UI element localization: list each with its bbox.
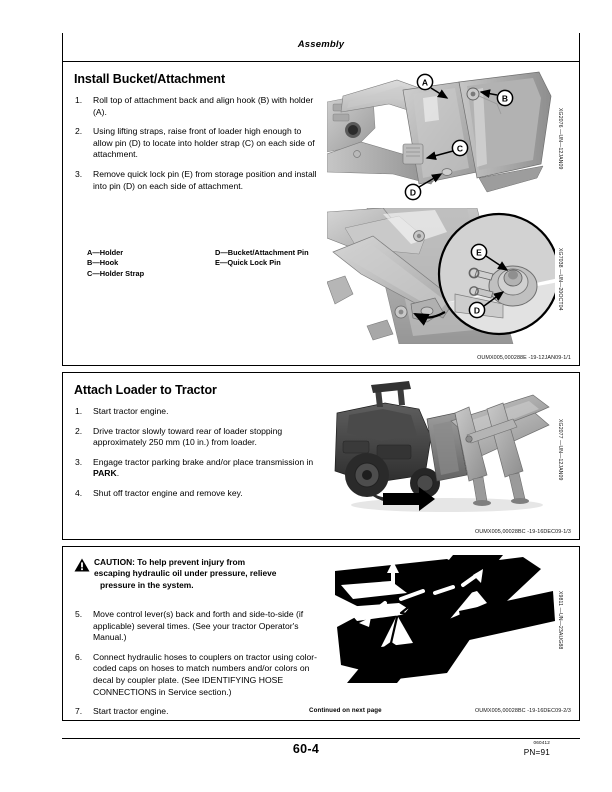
step-text: Using lifting straps, raise front of loader high enough to allow pin (D) to locate into holder strap (C) on each side of attachment. bbox=[93, 126, 315, 160]
caution-line-1: To help prevent injury from bbox=[137, 557, 246, 567]
step-number: 2. bbox=[75, 126, 83, 137]
list-item bbox=[74, 406, 322, 418]
continued-on-next-page: Continued on next page bbox=[309, 707, 382, 714]
figure-caption: OUMX005,00028BC -19-16DEC09-1/3 bbox=[475, 529, 571, 535]
legend-entry: D—Bucket/Attachment Pin bbox=[215, 248, 309, 257]
section-relieve-pressure bbox=[62, 546, 580, 721]
warning-triangle-icon bbox=[74, 558, 90, 572]
section-2-text-column bbox=[74, 383, 322, 500]
svg-text:A: A bbox=[421, 77, 429, 88]
step-text: Connect hydraulic hoses to couplers on tractor using color-coded caps on hoses to match numbers and/or colors on decal by coupler plate. (See IDENTIFYING HOSE CONNECTIONS in Service section.) bbox=[93, 651, 318, 697]
list-item bbox=[74, 426, 322, 449]
step-number: 1. bbox=[75, 406, 83, 416]
legend-entry: E—Quick Lock Pin bbox=[215, 258, 281, 268]
list-item bbox=[74, 609, 322, 644]
step-text: Engage tractor parking brake and/or place transmission in bbox=[93, 456, 314, 467]
running-header bbox=[62, 33, 580, 61]
footer-date-code: 060412 bbox=[533, 740, 550, 745]
legend-column-left bbox=[87, 248, 215, 279]
section-3-text-column bbox=[74, 609, 322, 718]
step-number: 2. bbox=[75, 425, 83, 436]
legend-entry: B—Hook bbox=[87, 258, 119, 268]
figure-caption: OUMX005,00028BC -19-16DEC09-2/3 bbox=[475, 708, 571, 714]
section-install-bucket bbox=[62, 61, 580, 366]
legend-entry: A—Holder bbox=[87, 248, 124, 257]
footer-pn: PN=91 bbox=[523, 748, 550, 757]
svg-text:E: E bbox=[476, 247, 482, 258]
step-text: Start tractor engine. bbox=[93, 706, 169, 717]
list-item bbox=[74, 457, 322, 480]
caution-line-2: escaping hydraulic oil under pressure, relieve bbox=[94, 568, 277, 579]
step-number: 5. bbox=[75, 609, 83, 619]
svg-text:C: C bbox=[456, 143, 464, 154]
page-title: Install Bucket/Attachment bbox=[74, 72, 226, 86]
header-title: Assembly bbox=[297, 39, 345, 50]
step-number: 4. bbox=[75, 487, 83, 498]
step-list-2 bbox=[74, 406, 322, 500]
caution-label: CAUTION: bbox=[94, 557, 135, 567]
list-item bbox=[74, 706, 322, 718]
figure-side-code: XG2076 —UN—12JAN09 bbox=[557, 108, 563, 170]
page-number: 60-4 bbox=[292, 742, 320, 756]
figure-side-code: XG7038 —UN—20OCT04 bbox=[557, 248, 563, 311]
step-text: Start tractor engine. bbox=[93, 406, 169, 416]
figure-hydraulic-oil-pressure-hazard bbox=[327, 555, 555, 683]
section-attach-loader bbox=[62, 372, 580, 540]
step-list-3 bbox=[74, 609, 322, 718]
figure-side-code: X9811 —UN—23AUG88 bbox=[557, 591, 563, 650]
step-number: 3. bbox=[75, 456, 83, 467]
step-text: Drive tractor slowly toward rear of loader stopping approximately 250 mm (10 in.) from loader. bbox=[93, 425, 283, 448]
step-text: Remove quick lock pin (E) from storage position and install into pin (D) on each side of attachment. bbox=[93, 168, 317, 191]
list-item bbox=[74, 169, 322, 192]
step-list-1 bbox=[74, 95, 322, 192]
figure-loader-bucket-hook-alignment bbox=[327, 68, 555, 202]
figure-tractor-approaching-loader bbox=[327, 379, 555, 513]
figure-side-code: XG2077 —UN—12JAN09 bbox=[557, 419, 563, 481]
list-item bbox=[74, 95, 322, 118]
list-item bbox=[74, 652, 322, 698]
list-item bbox=[74, 126, 322, 161]
quick-lock-pin-illustration bbox=[327, 208, 555, 344]
legend-entry: C—Holder Strap bbox=[87, 268, 145, 278]
step-text: Move control lever(s) back and forth and side-to-side (if applicable) several times. (See your tractor Operator's Manual.) bbox=[93, 609, 304, 643]
step-text: Shut off tractor engine and remove key. bbox=[93, 487, 243, 498]
figure-quick-lock-pin-detail bbox=[327, 208, 555, 344]
tractor-loader-illustration bbox=[327, 379, 555, 513]
step-number: 6. bbox=[75, 651, 83, 662]
hydraulic-hazard-illustration bbox=[327, 555, 555, 683]
svg-text:D: D bbox=[473, 305, 481, 316]
step-number: 3. bbox=[75, 168, 83, 179]
caution-line-3: pressure in the system. bbox=[100, 579, 194, 590]
step-text-tail: . bbox=[116, 468, 120, 479]
step-number: 7. bbox=[75, 706, 83, 717]
section-1-text-column bbox=[74, 72, 322, 192]
callout-legend bbox=[87, 248, 327, 279]
caution-block bbox=[74, 557, 324, 591]
page-title: Attach Loader to Tractor bbox=[74, 383, 217, 397]
svg-text:B: B bbox=[501, 93, 509, 104]
list-item bbox=[74, 488, 322, 500]
step-text: Roll top of attachment back and align hook (B) with holder (A). bbox=[93, 95, 314, 117]
figure-caption: OUMX005,000288E -19-12JAN09-1/1 bbox=[477, 355, 571, 361]
step-emphasis: PARK bbox=[93, 468, 117, 479]
footer-divider bbox=[62, 738, 580, 739]
legend-column-right bbox=[215, 248, 325, 269]
loader-bucket-illustration bbox=[327, 68, 555, 202]
step-number: 1. bbox=[75, 95, 83, 105]
svg-text:D: D bbox=[409, 187, 417, 198]
